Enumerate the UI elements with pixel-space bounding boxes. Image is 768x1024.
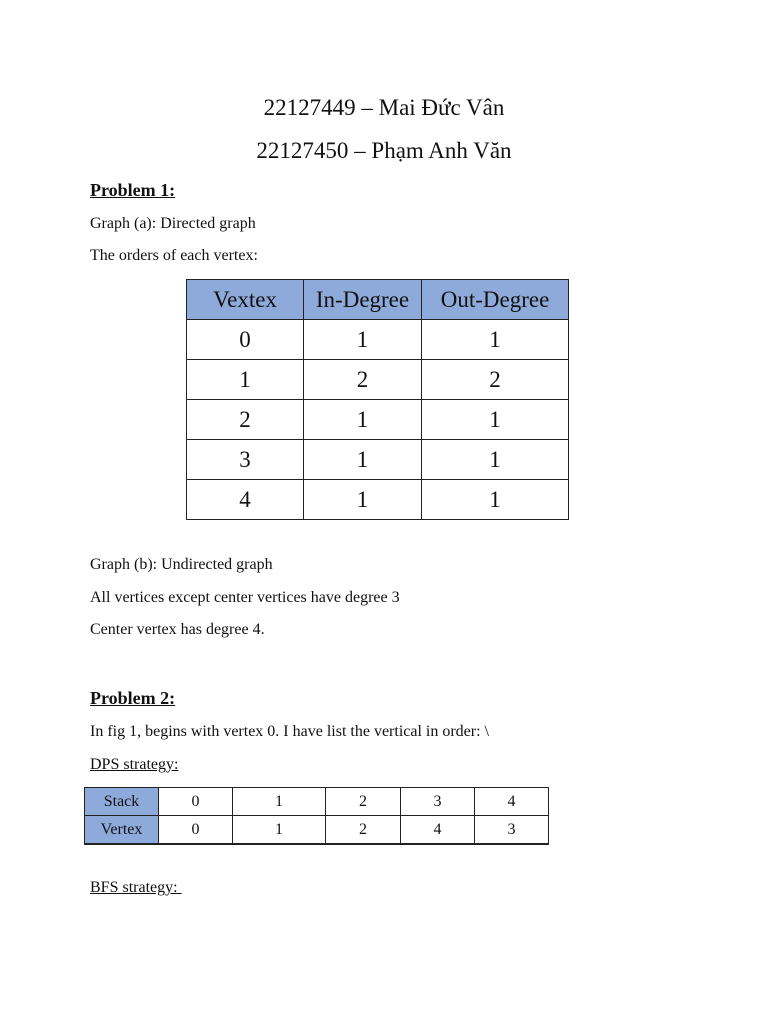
table-cell: 1 (233, 816, 326, 845)
table-cell: 1 (304, 320, 422, 360)
graph-a-text: Graph (a): Directed graph (90, 215, 256, 232)
table-cell: 4 (187, 480, 304, 520)
table-cell: 2 (187, 400, 304, 440)
degree-note-1: All vertices except center vertices have degree 3 (90, 589, 400, 606)
degree-table (186, 279, 569, 520)
table-cell: 3 (187, 440, 304, 480)
table-cell: 3 (475, 816, 549, 845)
table-cell: 2 (304, 360, 422, 400)
table-cell: 2 (422, 360, 569, 400)
table-cell: 2 (326, 816, 401, 845)
problem-2-intro: In fig 1, begins with vertex 0. I have list the vertical in order: \ (90, 723, 489, 740)
table-cell: 4 (475, 788, 549, 816)
table-cell: 1 (187, 360, 304, 400)
bfs-strategy-label: BFS strategy: (90, 879, 182, 896)
degree-note-2: Center vertex has degree 4. (90, 621, 265, 638)
table-row (187, 440, 569, 480)
table-cell: 1 (304, 400, 422, 440)
column-header-out-degree: Out-Degree (422, 280, 569, 320)
table-row (187, 480, 569, 520)
table-cell: 1 (422, 480, 569, 520)
table-cell: 1 (233, 788, 326, 816)
dfs-table (84, 787, 549, 845)
author-line-1: 22127449 – Mai Đức Vân (263, 95, 505, 120)
table-row (187, 360, 569, 400)
table-row (187, 400, 569, 440)
stack-row (85, 788, 549, 816)
author-line-2: 22127450 – Phạm Anh Văn (256, 138, 512, 163)
column-header-in-degree: In-Degree (304, 280, 422, 320)
dps-strategy-label: DPS strategy: (90, 756, 179, 773)
table-cell: 1 (422, 320, 569, 360)
vertex-row (85, 816, 549, 845)
column-header-vertex: Vextex (187, 280, 304, 320)
table-cell: 0 (187, 320, 304, 360)
problem-2-heading: Problem 2: (90, 688, 176, 708)
problem-1-heading: Problem 1: (90, 180, 176, 200)
table-cell: 0 (159, 788, 233, 816)
stack-row-label: Stack (85, 788, 159, 816)
table-row (187, 320, 569, 360)
vertex-row-label: Vertex (85, 816, 159, 845)
table-cell: 3 (401, 788, 475, 816)
orders-intro-text: The orders of each vertex: (90, 247, 258, 264)
table-cell: 1 (422, 440, 569, 480)
table-cell: 0 (159, 816, 233, 845)
graph-b-text: Graph (b): Undirected graph (90, 556, 273, 573)
table-cell: 2 (326, 788, 401, 816)
table-cell: 1 (304, 480, 422, 520)
table-cell: 4 (401, 816, 475, 845)
table-cell: 1 (304, 440, 422, 480)
table-cell: 1 (422, 400, 569, 440)
degree-table-header-row (187, 280, 569, 320)
